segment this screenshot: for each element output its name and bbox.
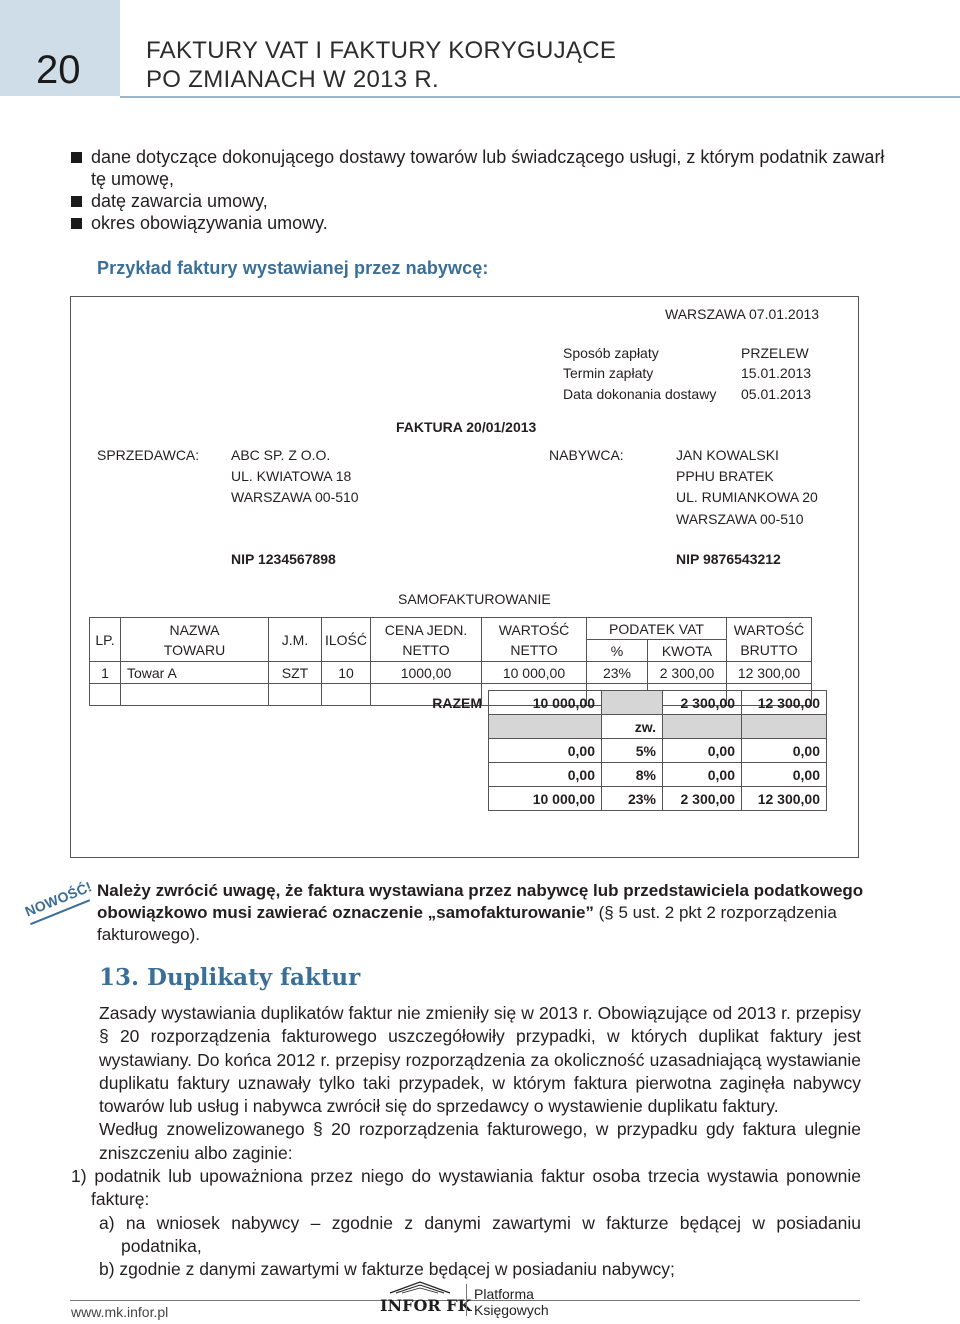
chapter-title-line1: FAKTURY VAT I FAKTURY KORYGUJĄCE [146,37,617,64]
col-qty: ILOŚĆ [322,618,371,662]
bullet-list [71,146,886,234]
notice-bold: Należy zwrócić uwagę, że faktura wystawiana przez nabywcę lub przedstawiciela podatkowego obowiązkowo musi zawierać oznaczenie „samofakturowanie” [97,881,864,922]
delivery-date-value: 05.01.2013 [741,386,812,402]
bullet-square-icon [71,152,82,163]
roof-icon [388,1280,452,1294]
table-header-row [90,618,812,640]
summary-row: 0,00 8% 0,00 0,00 [89,763,827,787]
seller-label: SPRZEDAWCA: [97,447,200,463]
buyer-company: PPHU BRATEK [676,468,774,484]
seller-street: UL. KWIATOWA 18 [231,468,352,484]
buyer-city: WARSZAWA 00-510 [676,511,804,527]
list-item: 1) podatnik lub upoważniona przez niego do wystawiania faktur osoba trzecia wystawia ponownie fakturę: [71,1166,861,1210]
col-lp: LP. [90,618,121,662]
total-net: 10 000,00 [489,691,602,715]
invoice-number: FAKTURA 20/01/2013 [396,419,537,435]
paragraph: Według znowelizowanego § 20 rozporządzenia fakturowego, w przypadku gdy faktura ulegnie zniszczeniu albo zaginie: [99,1119,861,1163]
header-divider [120,96,960,98]
summary-total-row [89,691,827,715]
example-title: Przykład faktury wystawianej przez nabywcę: [97,258,489,278]
footer-url-link[interactable]: www.mk.infor.pl [71,1304,169,1320]
buyer-street: UL. RUMIANKOWA 20 [676,489,818,505]
total-label: RAZEM [432,694,482,711]
total-vat: 2 300,00 [663,691,742,715]
logo-divider [466,1284,467,1316]
col-net: WARTOŚĆ NETTO [482,618,587,662]
chapter-title-line2: PO ZMIANACH W 2013 R. [146,66,440,93]
col-vat: PODATEK VAT [587,618,727,640]
notice-rest: (§ 5 ust. 2 pkt 2 rozporządzenia fakturowego). [97,903,837,944]
total-gross: 12 300,00 [742,691,827,715]
buyer-label: NABYWCA: [549,447,624,463]
seller-city: WARSZAWA 00-510 [231,489,359,505]
logo-wordmark: INFOR FK [380,1296,472,1315]
summary-row: 10 000,00 23% 2 300,00 12 300,00 [89,787,827,811]
logo-platform-text: Platforma Księgowych [474,1286,549,1318]
chapter-title [146,36,616,94]
col-vat-amount: KWOTA [648,640,727,662]
delivery-date-label: Data dokonania dostawy [563,386,717,402]
summary-row: zw. [89,715,827,739]
section-body [71,1002,861,1282]
invoice-example [70,296,859,858]
table-row: 1 Towar A SZT 10 1000,00 10 000,00 23% 2 300,00 12 300,00 [90,662,812,684]
seller-name: ABC SP. Z O.O. [231,447,331,463]
payment-method-label: Sposób zapłaty [563,345,659,361]
page-number: 20 [36,48,81,92]
bullet-item: dane dotyczące dokonującego dostawy towarów lub świadczącego usługi, z którym podatnik zawarł tę umowę, [71,146,886,190]
invoice-place-date: WARSZAWA 07.01.2013 [665,306,820,322]
buyer-nip: NIP 9876543212 [676,551,781,567]
col-name: NAZWA TOWARU [121,618,269,662]
bullet-square-icon [71,196,82,207]
payment-method-value: PRZELEW [741,345,809,361]
page-number-box [0,0,120,96]
payment-term-label: Termin zapłaty [563,365,654,381]
paragraph: Zasady wystawiania duplikatów faktur nie zmieniły się w 2013 r. Obowiązujące od 2013 r. przepisy § 20 rozporządzenia fakturowego uszczegółowiły przypadki, w których duplikat faktury jest wystawiany. Do końca 2012 r. przepisy rozporządzenia za okoliczność uzasadniającą wystawianie duplikatu faktury uznawały tylko taki przypadek, w którym faktura pierwotna zaginęła nabywcy towarów lub usług i nabywca zwrócił się do sprzedawcy o wystawienie duplikatu faktury. [99,1003,861,1117]
bullet-item: datę zawarcia umowy, [71,190,886,212]
buyer-name: JAN KOWALSKI [676,447,779,463]
invoice-summary-table [89,690,827,811]
section-heading: 13. Duplikaty faktur [99,964,361,991]
summary-row: 0,00 5% 0,00 0,00 [89,739,827,763]
payment-term-value: 15.01.2013 [741,365,812,381]
col-vat-pct: % [587,640,648,662]
bullet-item: okres obowiązywania umowy. [71,212,886,234]
seller-nip: NIP 1234567898 [231,551,336,567]
infor-fk-logo [380,1278,560,1320]
list-item: b) zgodnie z danymi zawartymi w fakturze będącej w posiadaniu nabywcy; [99,1259,675,1280]
notice-text [97,880,867,946]
col-unit: J.M. [269,618,322,662]
self-billing-mark: SAMOFAKTUROWANIE [398,591,551,607]
new-badge: NOWOŚĆ! [22,879,90,925]
col-unit-price: CENA JEDN. NETTO [371,618,482,662]
bullet-square-icon [71,218,82,229]
list-item: a) na wniosek nabywcy – zgodnie z danymi zawartymi w fakturze będącej w posiadaniu podatnika, [99,1212,861,1256]
col-gross: WARTOŚĆ BRUTTO [727,618,812,662]
